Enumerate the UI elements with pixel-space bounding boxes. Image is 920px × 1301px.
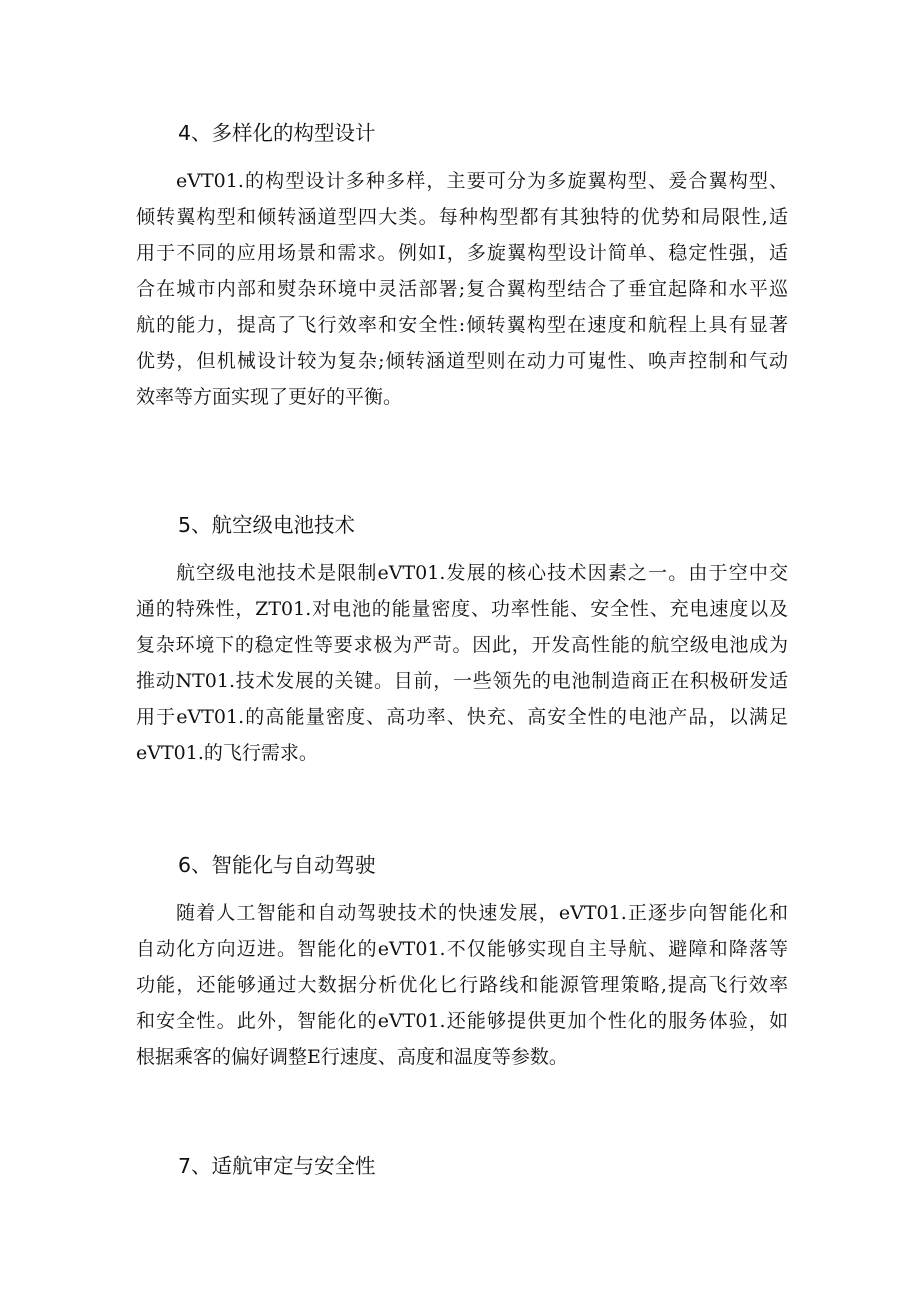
paragraph-line: 复杂环境下的稳定性等要求极为严苛。因此，开发高性能的航空级电池成为 (136, 634, 788, 656)
paragraph-line: 用于不同的应用场景和需求。例如I，多旋翼构型设计简单、稳定性强，适 (136, 242, 788, 264)
paragraph-line: 功能，还能够通过大数据分析优化匕行路线和能源管理策略,提高飞行效率 (136, 974, 788, 996)
paragraph-line: 推动NT01.技术发展的关键。目前，一些领先的电池制造商正在积极研发适 (136, 670, 788, 692)
paragraph-line: 和安全性。此外，智能化的eVT01.还能够提供更加个性化的服务体验，如 (136, 1010, 788, 1032)
paragraph-line: 根据乘客的偏好调整E行速度、高度和温度等参数。 (136, 1046, 568, 1068)
paragraph-line: 航空级电池技术是限制eVT01.发展的核心技术因素之一。由于空中交 (176, 562, 788, 584)
section-heading-4: 4、多样化的构型设计 (178, 121, 376, 145)
paragraph-line: eVT01.的飞行需求。 (136, 742, 318, 764)
paragraph-line: 通的特殊性，ZT01.对电池的能量密度、功率性能、安全性、充电速度以及 (136, 598, 788, 620)
section-paragraph-5 (136, 555, 788, 771)
section-heading-5: 5、航空级电池技术 (178, 513, 356, 537)
paragraph-line: 效率等方面实现了更好的平衡。 (136, 386, 403, 408)
paragraph-line: eVT01.的构型设计多种多样，主要可分为多旋翼构型、爰合翼构型、 (176, 170, 788, 192)
section-heading-7: 7、适航审定与安全性 (178, 1154, 376, 1178)
paragraph-line: 合在城市内部和熨杂环境中灵活部署;复合翼构型结合了垂宜起降和水平巡 (136, 278, 788, 300)
paragraph-line: 航的能力，提高了飞行效率和安全性:倾转翼构型在速度和航程上具有显著 (136, 314, 788, 336)
paragraph-line: 用于eVT01.的高能量密度、高功率、快充、高安全性的电池产品，以满足 (136, 706, 788, 728)
paragraph-line: 随着人工智能和自动驾驶技术的快速发展，eVT01.正逐步向智能化和 (176, 902, 788, 924)
paragraph-line: 倾转翼构型和倾转涵道型四大类。每种构型都有其独特的优势和局限性,适 (136, 206, 788, 228)
section-paragraph-4 (136, 163, 788, 415)
section-paragraph-6 (136, 895, 788, 1075)
paragraph-line: 自动化方向迈进。智能化的eVT01.不仅能够实现自主导航、避障和降落等 (136, 938, 788, 960)
section-heading-6: 6、智能化与自动驾驶 (178, 853, 376, 877)
paragraph-line: 优势，但机械设计较为复杂;倾转涵道型则在动力可嵬性、唤声控制和气动 (136, 350, 788, 372)
